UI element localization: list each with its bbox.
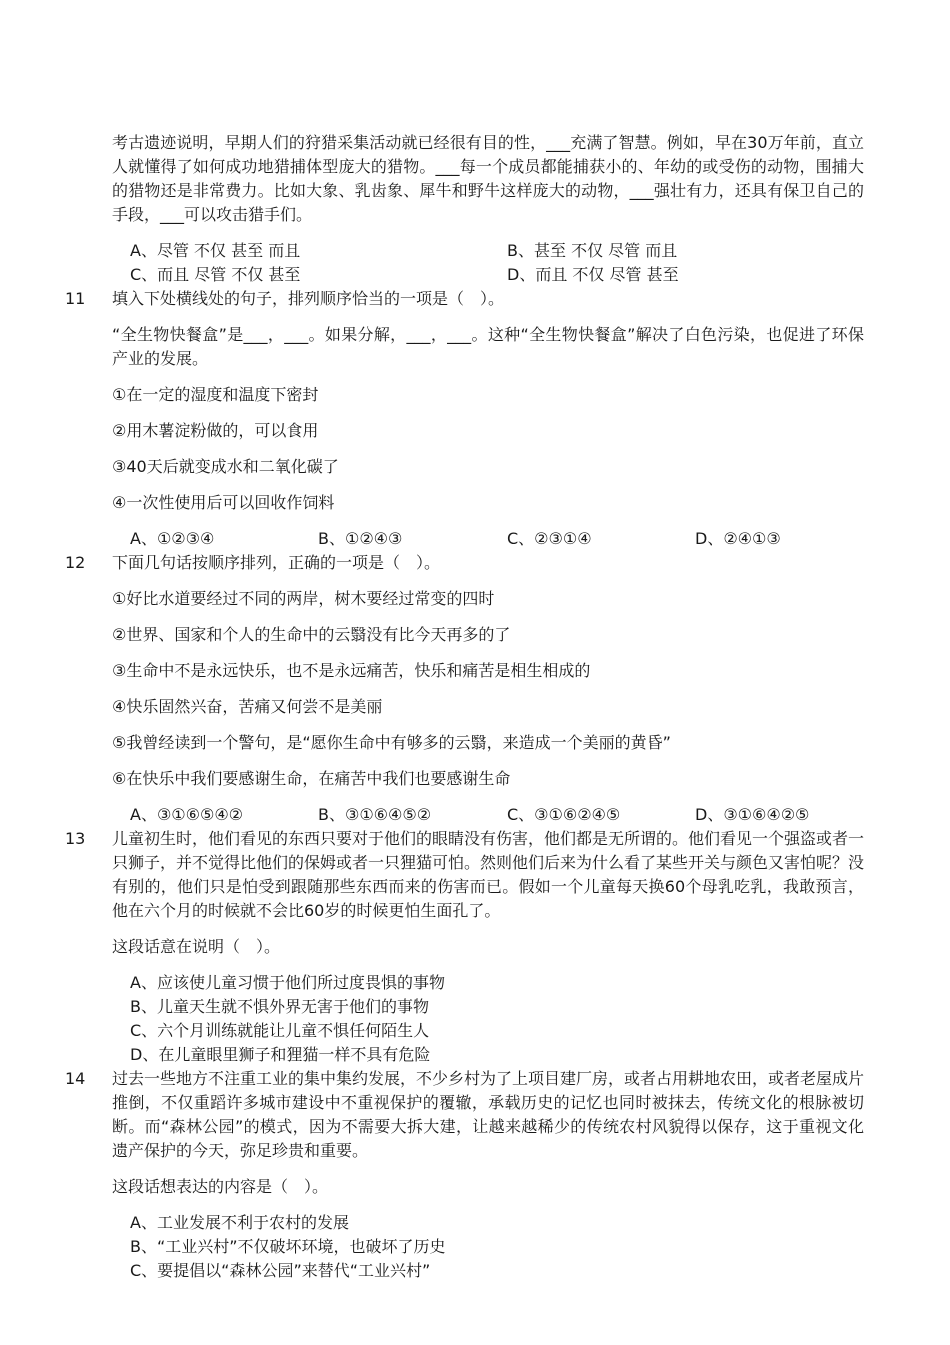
q12-item-4: ④快乐固然兴奋，苦痛又何尝不是美丽 xyxy=(112,697,383,716)
q10-option-c[interactable]: C、而且 尽管 不仅 甚至 xyxy=(130,265,301,284)
q11-stem: 填入下处横线处的句子，排列顺序恰当的一项是（ ）。 xyxy=(112,289,505,308)
q12-option-a[interactable]: A、③①⑥⑤④② xyxy=(130,805,244,824)
q10-option-a[interactable]: A、尽管 不仅 甚至 而且 xyxy=(130,241,301,260)
q10-passage: 考古遗迹说明，早期人们的狩猎采集活动就已经很有目的性，___充满了智慧。例如，早在30万年前，直立人就懂得了如何成功地猎捕体型庞大的猎物。___每一个成员都能捕获小的、年幼的或受伤的动物，围捕大的猎物还是非常费力。比如大象、乳齿象、犀牛和野牛这样庞大的动物，___强壮有力，还具有保卫自己的手段，___可以攻击猎手们。 xyxy=(112,133,864,224)
q12-option-b[interactable]: B、③①⑥④⑤② xyxy=(318,805,432,824)
q12-item-3: ③生命中不是永远快乐，也不是永远痛苦，快乐和痛苦是相生相成的 xyxy=(112,661,591,680)
q12-item-5: ⑤我曾经读到一个警句，是“愿你生命中有够多的云翳，来造成一个美丽的黄昏” xyxy=(112,733,671,752)
q14-option-c[interactable]: C、要提倡以“森林公园”来替代“工业兴村” xyxy=(130,1261,431,1280)
q14-option-a[interactable]: A、工业发展不利于农村的发展 xyxy=(130,1213,349,1232)
q11-option-b[interactable]: B、①②④③ xyxy=(318,529,403,548)
q11-option-c[interactable]: C、②③①④ xyxy=(507,529,592,548)
q12-stem: 下面几句话按顺序排列，正确的一项是（ ）。 xyxy=(112,553,441,572)
q14-option-b[interactable]: B、“工业兴村”不仅破坏环境，也破坏了历史 xyxy=(130,1237,446,1256)
q12-option-d[interactable]: D、③①⑥④②⑤ xyxy=(695,805,810,824)
q12-item-1: ①好比水道要经过不同的两岸，树木要经过常变的四时 xyxy=(112,589,495,608)
q12-item-6: ⑥在快乐中我们要感谢生命，在痛苦中我们也要感谢生命 xyxy=(112,769,511,788)
q12-item-2: ②世界、国家和个人的生命中的云翳没有比今天再多的了 xyxy=(112,625,511,644)
q12-option-c[interactable]: C、③①⑥②④⑤ xyxy=(507,805,621,824)
q14-passage: 过去一些地方不注重工业的集中集约发展，不少乡村为了上项目建厂房，或者占用耕地农田，或者老屋成片推倒，不仅重蹈许多城市建设中不重视保护的覆辙，承载历史的记忆也同时被抹去，传统文化的根脉被切断。而“森林公园”的模式，因为不需要大拆大建，让越来越稀少的传统农村风貌得以保存，这于重视文化遗产保护的今天，弥足珍贵和重要。 xyxy=(112,1069,865,1160)
q13-passage: 儿童初生时，他们看见的东西只要对于他们的眼睛没有伤害，他们都是无所谓的。他们看见一个强盗或者一只狮子，并不觉得比他们的保姆或者一只狸猫可怕。然则他们后来为什么看了某些开关与颜色又害怕呢？没有别的，他们只是怕受到跟随那些东西而来的伤害而已。假如一个儿童每天换60个母乳吃乳，我敢预言，他在六个月的时候就不会比60岁的时候更怕生面孔了。 xyxy=(112,829,865,920)
q11-item-1: ①在一定的湿度和温度下密封 xyxy=(112,385,319,404)
q11-number: 11 xyxy=(65,289,86,308)
q13-stem: 这段话意在说明（ ）。 xyxy=(112,937,281,956)
q13-option-c[interactable]: C、六个月训练就能让儿童不惧任何陌生人 xyxy=(130,1021,430,1040)
q14-number: 14 xyxy=(65,1069,86,1088)
q10-option-d[interactable]: D、而且 不仅 尽管 甚至 xyxy=(507,265,679,284)
q11-item-3: ③40天后就变成水和二氧化碳了 xyxy=(112,457,339,476)
q13-option-b[interactable]: B、儿童天生就不惧外界无害于他们的事物 xyxy=(130,997,429,1016)
q12-number: 12 xyxy=(65,553,86,572)
q11-option-d[interactable]: D、②④①③ xyxy=(695,529,781,548)
q13-option-a[interactable]: A、应该使儿童习惯于他们所过度畏惧的事物 xyxy=(130,973,445,992)
q14-stem: 这段话想表达的内容是（ ）。 xyxy=(112,1177,329,1196)
q13-option-d[interactable]: D、在儿童眼里狮子和狸猫一样不具有危险 xyxy=(130,1045,431,1064)
q11-item-2: ②用木薯淀粉做的，可以食用 xyxy=(112,421,319,440)
q11-passage: “全生物快餐盒”是___，___。如果分解，___，___。这种“全生物快餐盒”解决了白色污染，也促进了环保产业的发展。 xyxy=(112,325,864,368)
q11-option-a[interactable]: A、①②③④ xyxy=(130,529,215,548)
q11-item-4: ④一次性使用后可以回收作饲料 xyxy=(112,493,335,512)
q13-number: 13 xyxy=(65,829,86,848)
q10-option-b[interactable]: B、甚至 不仅 尽管 而且 xyxy=(507,241,678,260)
